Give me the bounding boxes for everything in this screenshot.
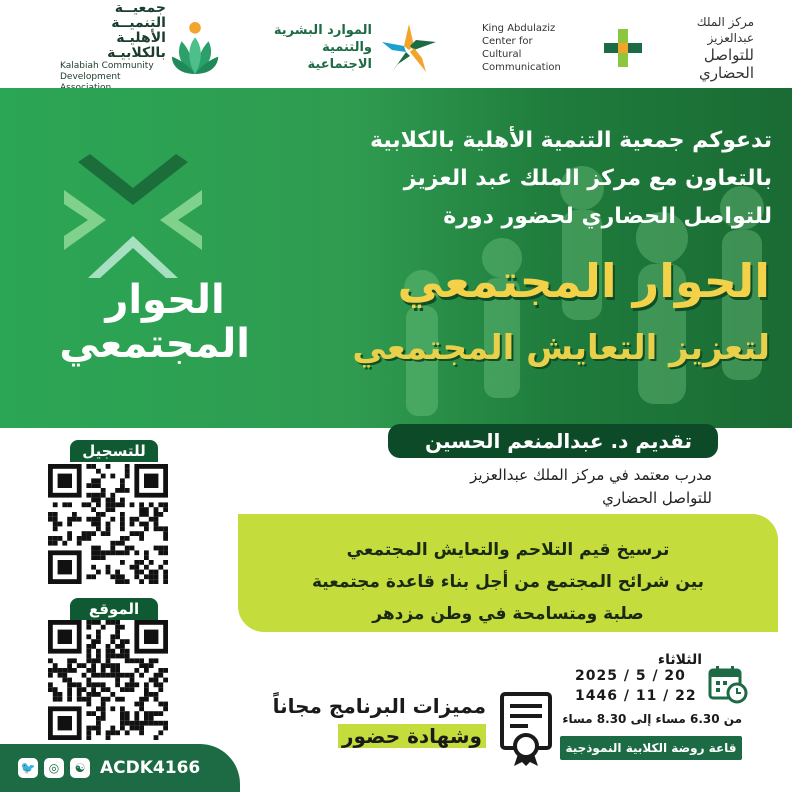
- hijri-date: 1446 / 11 / 22: [575, 688, 697, 704]
- instagram-icon[interactable]: ◎: [44, 758, 64, 778]
- ministry-logo: [262, 10, 442, 85]
- social-bar: [0, 744, 240, 792]
- hero-banner: [0, 88, 792, 428]
- ministry-ar-1: الموارد البشرية: [273, 23, 372, 38]
- snapchat-icon[interactable]: ☯: [70, 758, 90, 778]
- kacc-ar-2: للتواصل الحضاري: [699, 45, 754, 82]
- venue-label: قاعة روضة الكلابية النموذجية: [560, 736, 742, 760]
- event-time: من 6.30 مساء إلى 8.30 مساء: [562, 712, 742, 726]
- event-day: الثلاثاء: [657, 652, 702, 668]
- location-label: الموقع: [70, 598, 158, 620]
- ministry-ar-2: والتنمية الاجتماعية: [307, 40, 372, 72]
- kacc-en-1: King Abdulaziz Center for: [482, 22, 556, 47]
- invite-line-1: تدعوكم جمعية التنمية الأهلية بالكلابية: [370, 128, 772, 153]
- invite-line-3: للتواصل الحضاري لحضور دورة: [443, 204, 772, 229]
- kalabiah-ar-1: جمعيــة التنميــة: [111, 0, 166, 31]
- presenter-desc-2: للتواصل الحضاري: [602, 489, 712, 507]
- kacc-en-2: Cultural Communication: [482, 48, 561, 73]
- logo-word-2: المجتمعي: [59, 321, 250, 367]
- presenter-label: تقديم د. عبدالمنعم الحسين: [388, 424, 718, 458]
- twitter-icon[interactable]: 🐦: [18, 758, 38, 778]
- kacc-logo: [482, 10, 762, 85]
- features-line-2: [226, 722, 486, 750]
- register-qr-code[interactable]: [48, 464, 168, 584]
- calendar-clock-icon: [708, 664, 748, 704]
- features-highlight: وشهادة حضور: [338, 724, 486, 748]
- kalabiah-logo: [60, 0, 220, 85]
- features-line-1: مميزات البرنامج مجاناً: [272, 694, 486, 718]
- dialogue-logo-icon: [58, 150, 208, 280]
- course-title: الحوار المجتمعي: [397, 254, 770, 308]
- location-qr-code[interactable]: [48, 620, 168, 740]
- plus-icon: [600, 25, 646, 71]
- goal-line-1: ترسيخ قيم التلاحم والتعايش المجتمعي: [346, 540, 670, 560]
- social-handle[interactable]: ACDK4166: [100, 758, 201, 778]
- kalabiah-en-1: Kalabiah Community: [60, 61, 154, 71]
- kalabiah-ar-2: الأهليـة بالكلابيـة: [107, 30, 166, 61]
- invite-line-2: بالتعاون مع مركز الملك عبد العزيز: [403, 166, 772, 191]
- certificate-icon: [498, 690, 554, 768]
- goal-line-3: صلبة ومتسامحة في وطن مزدهر: [372, 604, 644, 624]
- kalabiah-en-2: Development: [60, 72, 121, 82]
- goals-box: [238, 514, 778, 632]
- lotus-icon: [170, 17, 220, 79]
- kacc-ar-1: مركز الملك عبدالعزيز: [696, 14, 754, 45]
- gregorian-date: 2025 / 5 / 20: [575, 668, 686, 684]
- star-icon: [378, 20, 440, 76]
- logo-word-1: الحوار: [105, 277, 225, 323]
- presenter-desc-1: مدرب معتمد في مركز الملك عبدالعزيز: [470, 466, 712, 484]
- register-label: للتسجيل: [70, 440, 158, 462]
- goal-line-2: بين شرائح المجتمع من أجل بناء قاعدة مجتمعية: [311, 572, 705, 592]
- course-subtitle: لتعزيز التعايش المجتمعي: [352, 328, 770, 368]
